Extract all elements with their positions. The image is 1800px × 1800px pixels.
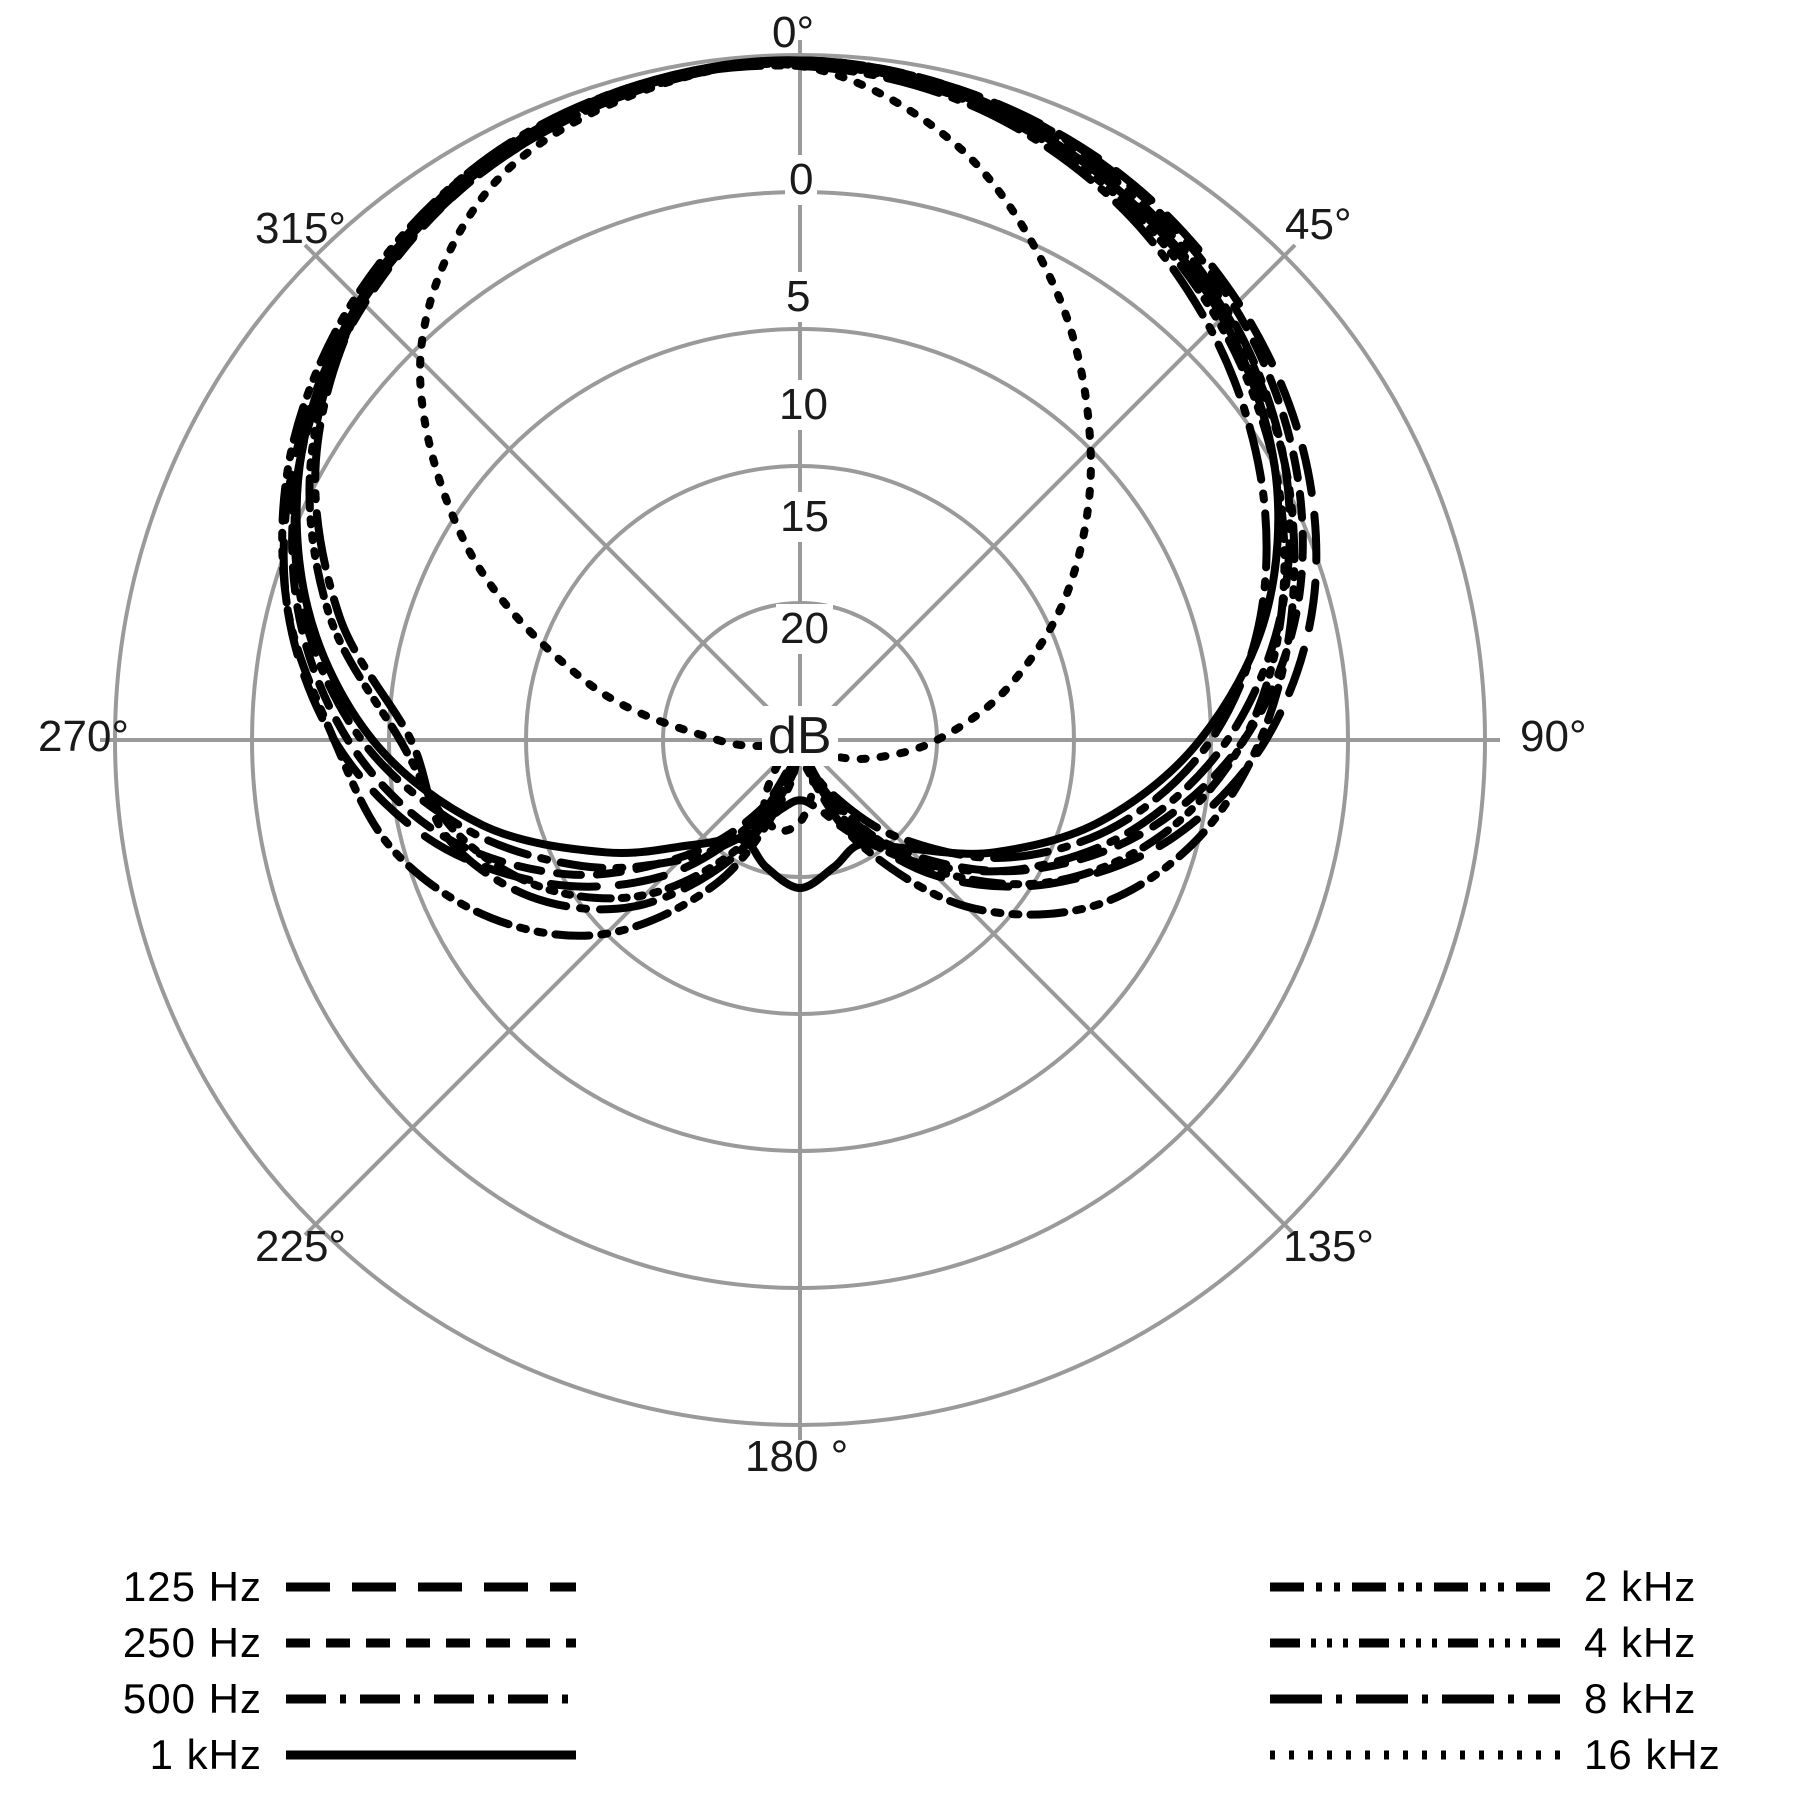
legend-swatch-500hz <box>286 1689 576 1709</box>
legend-swatch-16khz <box>1270 1745 1560 1765</box>
ring-label-10: 10 <box>775 380 832 430</box>
legend-swatch-2khz <box>1270 1577 1560 1597</box>
legend-swatch-4khz <box>1270 1633 1560 1653</box>
legend-item-125hz[interactable] <box>52 1560 576 1614</box>
angle-label-180: 180 ° <box>745 1432 849 1481</box>
legend-label-1khz: 1 kHz <box>149 1731 262 1778</box>
legend-item-2khz[interactable] <box>1270 1560 1774 1614</box>
legend-label-250hz: 250 Hz <box>122 1619 262 1666</box>
angle-label-270: 270° <box>38 712 130 761</box>
ring-label-5: 5 <box>782 272 814 322</box>
legend-label-500hz: 500 Hz <box>122 1675 262 1722</box>
ring-label-15: 15 <box>776 492 833 542</box>
ring-label-20: 20 <box>776 604 833 654</box>
ring-label-0: 0 <box>785 155 817 205</box>
legend-item-16khz[interactable] <box>1270 1728 1774 1782</box>
legend-swatch-8khz <box>1270 1689 1560 1709</box>
legend-label-2khz: 2 kHz <box>1584 1563 1697 1610</box>
legend-label-4khz: 4 kHz <box>1584 1619 1697 1666</box>
legend-label-125hz: 125 Hz <box>122 1563 262 1610</box>
angle-label-0: 0° <box>772 8 815 57</box>
angle-label-45: 45° <box>1285 200 1352 249</box>
legend-swatch-1khz <box>286 1745 576 1765</box>
angle-label-315: 315° <box>255 204 347 253</box>
legend-swatch-125hz <box>286 1577 576 1597</box>
legend-item-1khz[interactable] <box>52 1728 576 1782</box>
legend-right-column <box>1270 1560 1774 1782</box>
legend-item-250hz[interactable] <box>52 1616 576 1670</box>
legend-label-8khz: 8 kHz <box>1584 1675 1697 1722</box>
series-curve-16-khz <box>420 64 1091 831</box>
legend-left-column <box>52 1560 576 1782</box>
angle-label-135: 135° <box>1283 1222 1375 1271</box>
legend-swatch-250hz <box>286 1633 576 1653</box>
legend-item-500hz[interactable] <box>52 1672 576 1726</box>
legend-item-8khz[interactable] <box>1270 1672 1774 1726</box>
angle-label-90: 90° <box>1520 712 1587 761</box>
legend-item-4khz[interactable] <box>1270 1616 1774 1670</box>
angle-label-225: 225° <box>255 1222 347 1271</box>
legend-label-16khz: 16 kHz <box>1584 1731 1721 1778</box>
center-label-db: dB <box>762 706 838 766</box>
